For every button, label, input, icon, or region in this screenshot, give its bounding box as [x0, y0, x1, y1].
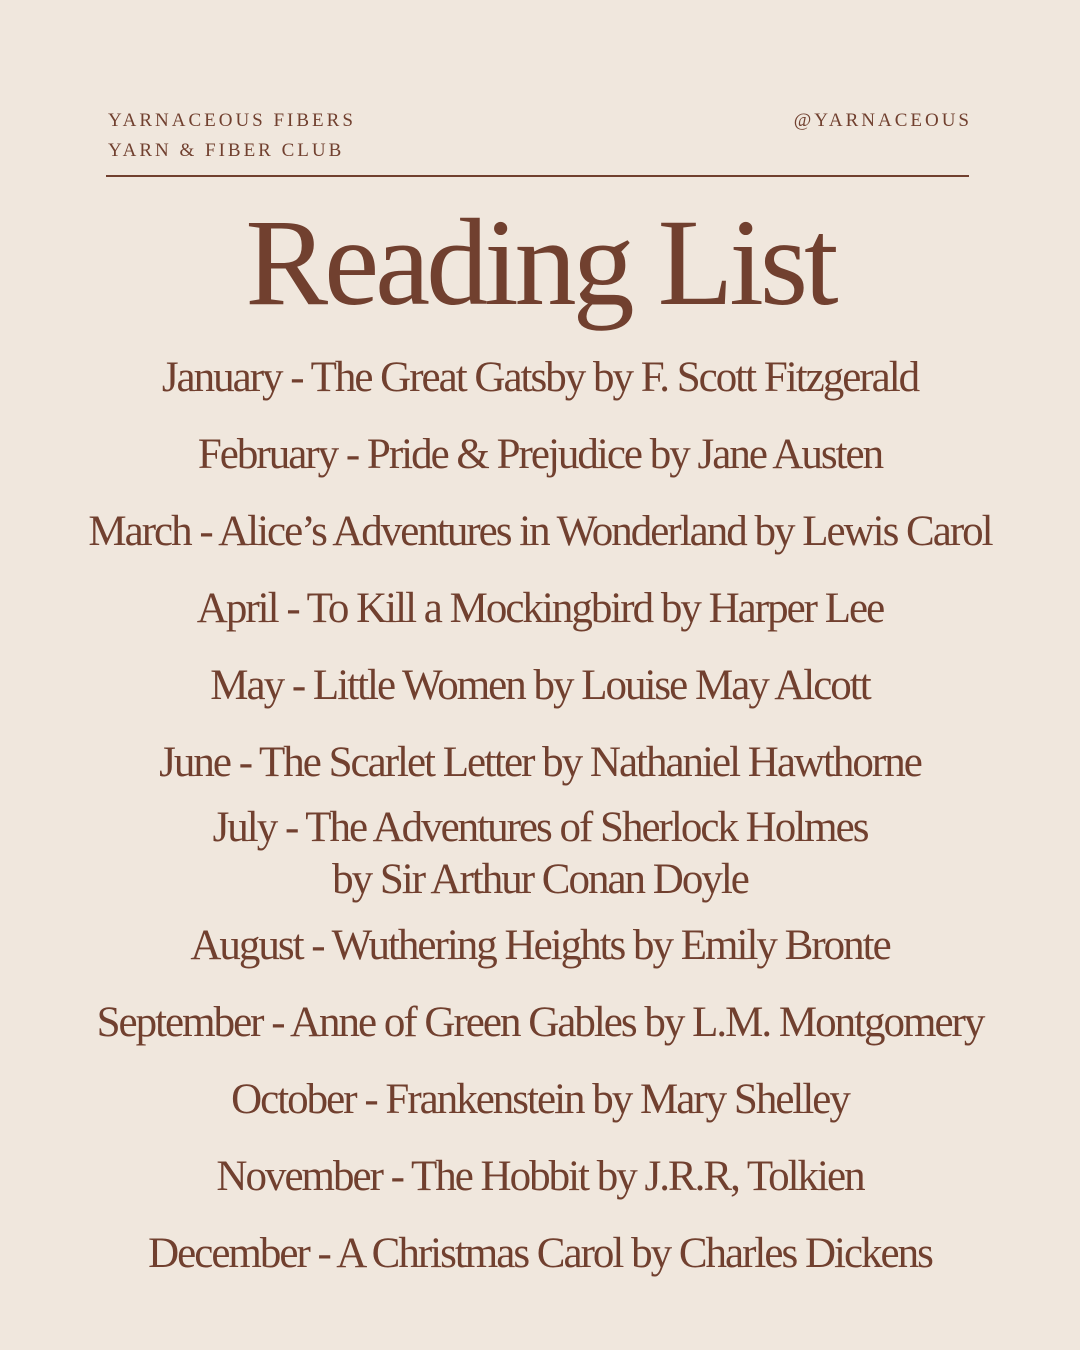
list-item-february: February - Pride & Prejudice by Jane Austen	[197, 431, 883, 478]
reading-list	[0, 352, 1080, 1305]
list-item-april: April - To Kill a Mockingbird by Harper Lee	[196, 585, 884, 632]
list-item-september: September - Anne of Green Gables by L.M. Montgomery	[96, 999, 984, 1046]
list-item-august: August - Wuthering Heights by Emily Bronte	[190, 922, 890, 969]
header	[108, 106, 972, 166]
page-title: Reading List	[245, 194, 835, 331]
header-divider	[106, 175, 969, 177]
list-item-october: October - Frankenstein by Mary Shelley	[231, 1076, 849, 1123]
list-item-november: November - The Hobbit by J.R.R, Tolkien	[216, 1153, 864, 1200]
list-item-march: March - Alice’s Adventures in Wonderland by Lewis Carol	[88, 508, 992, 555]
list-item-july-line1: July - The Adventures of Sherlock Holmes	[212, 804, 868, 851]
list-item-june: June - The Scarlet Letter by Nathaniel Hawthorne	[159, 739, 921, 786]
list-item-december: December - A Christmas Carol by Charles Dickens	[148, 1230, 932, 1277]
list-item-july	[0, 802, 1080, 920]
list-item-may: May - Little Women by Louise May Alcott	[210, 662, 870, 709]
brand-subtitle: YARN & FIBER CLUB	[108, 140, 345, 161]
list-item-july-line2: by Sir Arthur Conan Doyle	[332, 856, 748, 903]
brand-block	[108, 106, 356, 166]
list-item-january: January - The Great Gatsby by F. Scott Fitzgerald	[161, 354, 919, 401]
brand-name: YARNACEOUS FIBERS	[108, 110, 356, 131]
social-handle: @YARNACEOUS	[793, 110, 972, 131]
